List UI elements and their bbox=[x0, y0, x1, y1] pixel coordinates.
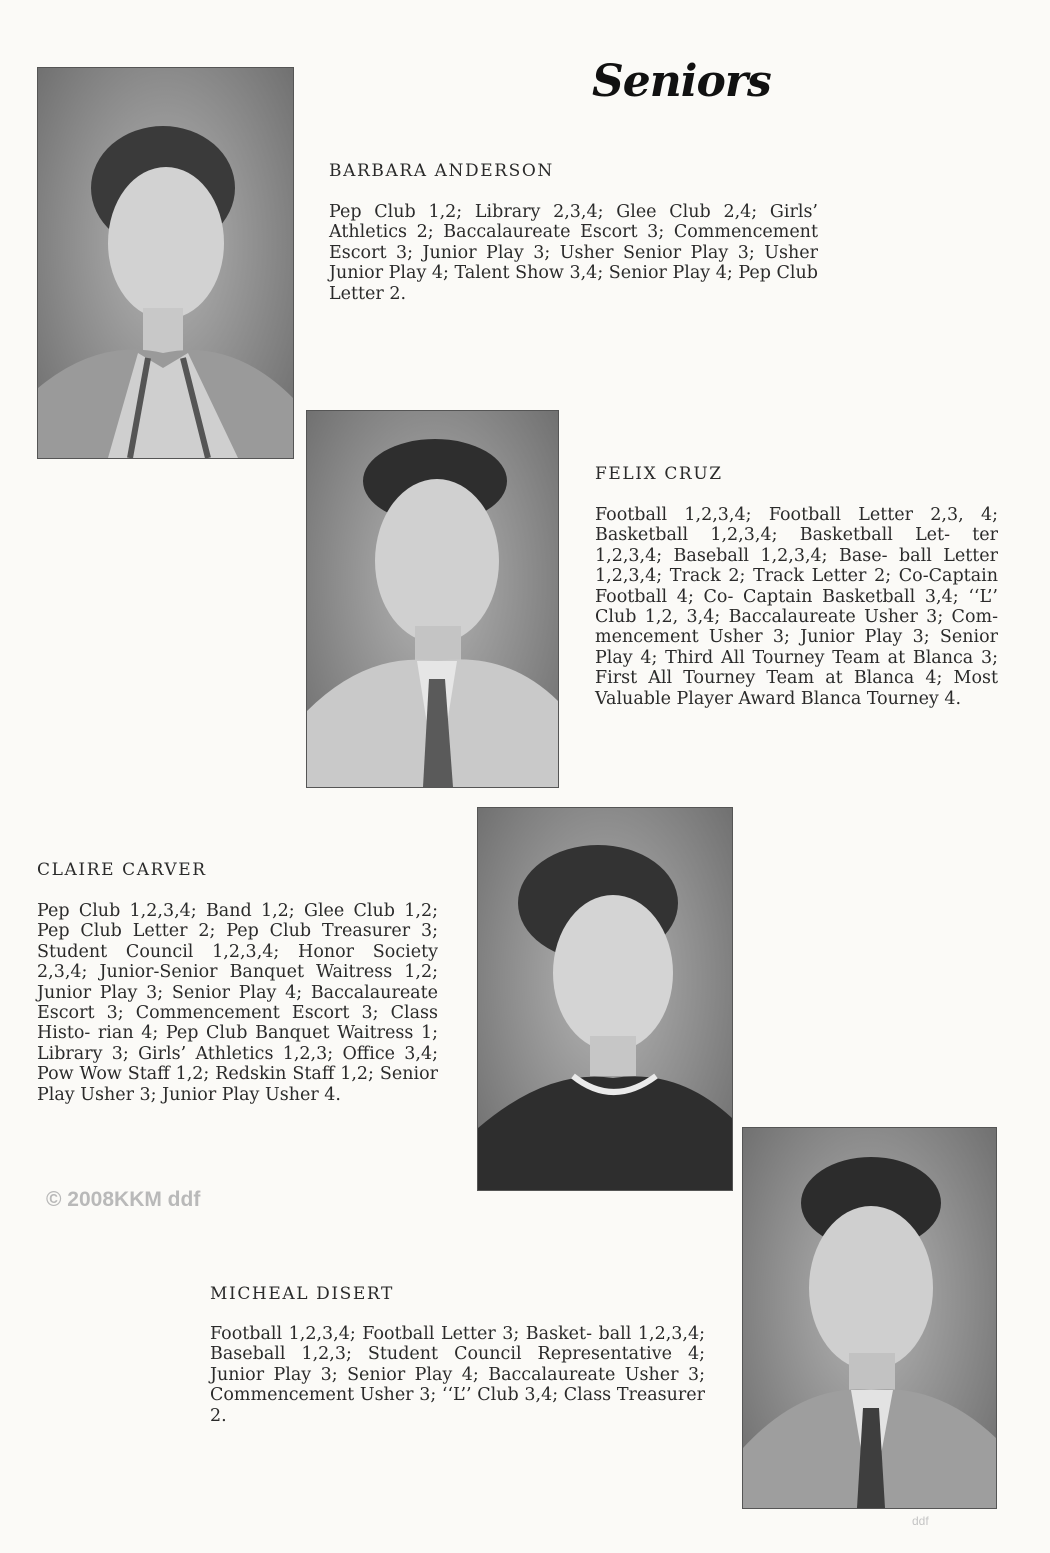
student-name: FELIX CRUZ bbox=[595, 464, 723, 484]
corner-watermark: ddf bbox=[912, 1514, 929, 1528]
page-title: Seniors bbox=[592, 56, 771, 107]
student-name: BARBARA ANDERSON bbox=[329, 161, 554, 181]
student-photo-barbara-anderson bbox=[37, 67, 294, 459]
student-photo-micheal-disert bbox=[742, 1127, 997, 1509]
portrait-icon bbox=[743, 1128, 996, 1508]
student-name: CLAIRE CARVER bbox=[37, 860, 207, 880]
student-bio: Football 1,2,3,4; Football Letter 2,3, 4; Basketball 1,2,3,4; Basketball Let- ter 1,2,3,4; Baseball 1,2,3,4; Base- ball Letter 1,2,3,4; Track 2; Track Letter 2; Co-Captain Football 4; Co- Captain Basketball 3,4; ‘‘L’’ Club 1,2, 3,4; Baccalaureate Usher 3; Com- mencement Usher 3; Junior Play 3; Senior Play 4; Third All Tourney Team at Blanca 3; First All Tourney Team at Blanca 4; Most Valuable Player Award Blanca Tourney 4. bbox=[595, 505, 998, 709]
student-bio: Pep Club 1,2,3,4; Band 1,2; Glee Club 1,2; Pep Club Letter 2; Pep Club Treasurer 3; Student Council 1,2,3,4; Honor Society 2,3,4; Junior-Senior Banquet Waitress 1,2; Junior Play 3; Senior Play 4; Baccalaureate Escort 3; Commencement Escort 3; Class Histo- rian 4; Pep Club Banquet Waitress 1; Library 3; Girls’ Athletics 1,2,3; Office 3,4; Pow Wow Staff 1,2; Redskin Staff 1,2; Senior Play Usher 3; Junior Play Usher 4. bbox=[37, 901, 438, 1105]
student-photo-claire-carver bbox=[477, 807, 733, 1191]
portrait-icon bbox=[38, 68, 293, 458]
student-bio: Pep Club 1,2; Library 2,3,4; Glee Club 2,4; Girls’ Athletics 2; Baccalaureate Escort 3; Commencement Escort 3; Junior Play 3; Usher Senior Play 3; Usher Junior Play 4; Talent Show 3,4; Senior Play 4; Pep Club Letter 2. bbox=[329, 202, 818, 304]
student-bio: Football 1,2,3,4; Football Letter 3; Basket- ball 1,2,3,4; Baseball 1,2,3; Student Council Representative 4; Junior Play 3; Senior Play 4; Baccalaureate Usher 3; Commencement Usher 3; ‘‘L’’ Club 3,4; Class Treasurer 2. bbox=[210, 1324, 705, 1426]
portrait-icon bbox=[478, 808, 732, 1190]
portrait-icon bbox=[307, 411, 558, 787]
student-photo-felix-cruz bbox=[306, 410, 559, 788]
copyright-watermark: © 2008KKM ddf bbox=[46, 1188, 201, 1211]
student-name: MICHEAL DISERT bbox=[210, 1284, 394, 1304]
